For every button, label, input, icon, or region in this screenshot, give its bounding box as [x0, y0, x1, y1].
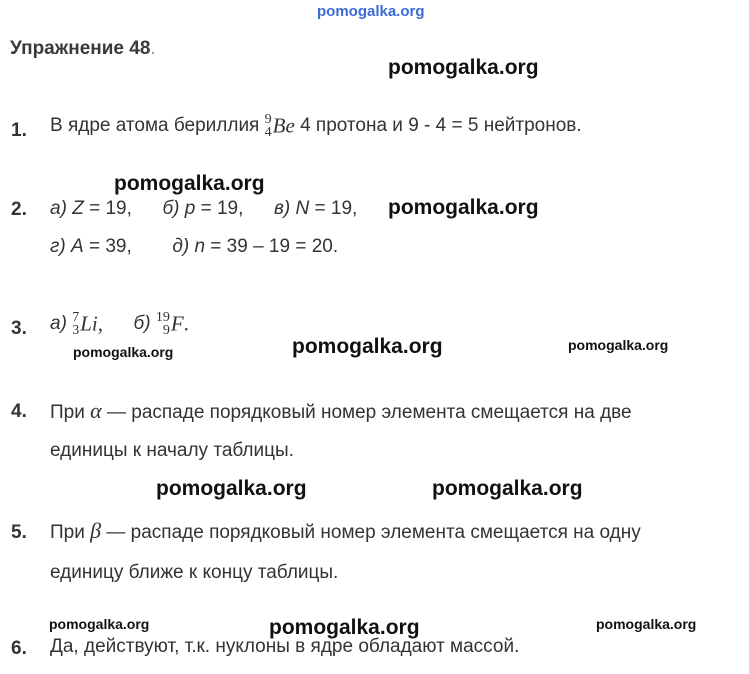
- item-2a-value: = 19,: [83, 198, 132, 219]
- nuclide-beryllium-symbol: Be: [272, 113, 295, 138]
- watermark-top: pomogalka.org: [317, 3, 425, 20]
- nuclide-fluorine: [156, 311, 189, 337]
- exercise-title: [10, 38, 156, 60]
- item-4-line-2: единицы к началу таблицы.: [50, 440, 294, 461]
- nuclide-fluorine-atomic: 9: [162, 323, 170, 338]
- item-5-number: 5.: [11, 522, 27, 543]
- item-2e-var: n: [194, 236, 206, 257]
- item-2-line-2: [50, 236, 338, 258]
- item-2a-label: а): [50, 198, 67, 219]
- nuclide-beryllium-atomic: 4: [264, 125, 272, 140]
- item-4-number: 4.: [11, 401, 27, 422]
- item-2b-value: = 19,: [195, 198, 244, 219]
- item-2e-value: = 39 – 19 = 20.: [205, 236, 339, 257]
- item-2-line-1: [50, 198, 357, 220]
- watermark: pomogalka.org: [49, 616, 150, 632]
- item-6-number: 6.: [11, 638, 27, 659]
- nuclide-beryllium-scripts: [265, 113, 272, 139]
- watermark: pomogalka.org: [596, 616, 697, 632]
- nuclide-lithium-sep: ,: [97, 311, 103, 336]
- item-5-prefix: При: [50, 522, 85, 543]
- item-5-text-1: — распаде порядковый номер элемента смещается на одну: [106, 522, 641, 543]
- item-3a-label: а): [50, 313, 67, 334]
- nuclide-fluorine-mass: 19: [155, 310, 170, 325]
- item-1-text-after: 4 протона и 9 - 4 = 5 нейтронов.: [300, 115, 582, 136]
- alpha-symbol: α: [90, 398, 102, 423]
- item-4-text-1: — распаде порядковый номер элемента смещается на две: [106, 402, 632, 423]
- watermark: pomogalka.org: [73, 344, 174, 360]
- watermark: pomogalka.org: [568, 337, 669, 353]
- item-4-prefix: При: [50, 402, 85, 423]
- item-2c-value: = 19,: [309, 198, 358, 219]
- watermark: pomogalka.org: [388, 56, 539, 79]
- nuclide-lithium: [72, 311, 103, 337]
- nuclide-lithium-atomic: 3: [72, 323, 80, 338]
- watermark: pomogalka.org: [114, 172, 265, 195]
- item-6-line: Да, действуют, т.к. нуклоны в ядре обладают массой.: [50, 636, 520, 657]
- item-2e-label: д): [172, 236, 190, 257]
- item-3-line: [50, 311, 189, 337]
- nuclide-fluorine-sep: .: [183, 311, 189, 336]
- item-1-number: 1.: [11, 120, 27, 141]
- item-1-text-before: В ядре атома бериллия: [50, 115, 260, 136]
- item-3b-label: б): [133, 313, 151, 334]
- item-1-line: [50, 113, 582, 139]
- nuclide-fluorine-scripts: [156, 311, 170, 337]
- watermark: pomogalka.org: [156, 477, 307, 500]
- item-2c-label: в): [273, 198, 291, 219]
- exercise-title-dot: .: [150, 38, 156, 59]
- exercise-title-text: Упражнение 48: [10, 38, 151, 59]
- watermark: pomogalka.org: [432, 477, 583, 500]
- item-2d-label: г): [50, 236, 66, 257]
- beta-symbol: β: [90, 518, 102, 543]
- item-2c-var: N: [295, 198, 310, 219]
- nuclide-beryllium: [265, 113, 295, 139]
- item-2b-var: p: [184, 198, 196, 219]
- nuclide-lithium-mass: 7: [72, 310, 80, 325]
- item-2a-var: Z: [72, 198, 84, 219]
- item-5-line-1: [50, 518, 641, 544]
- item-3-number: 3.: [11, 318, 27, 339]
- nuclide-beryllium-mass: 9: [264, 112, 272, 127]
- watermark: pomogalka.org: [292, 335, 443, 358]
- item-5-line-2: единицу ближе к концу таблицы.: [50, 562, 339, 583]
- item-4-line-1: [50, 398, 632, 424]
- item-2d-value: = 39,: [83, 236, 132, 257]
- watermark: pomogalka.org: [388, 196, 539, 219]
- item-2d-var: A: [70, 236, 84, 257]
- nuclide-lithium-symbol: Li: [80, 311, 98, 336]
- nuclide-lithium-scripts: [72, 311, 79, 337]
- watermark: pomogalka.org: [269, 616, 420, 639]
- item-2-number: 2.: [11, 199, 27, 220]
- item-2b-label: б): [162, 198, 180, 219]
- nuclide-fluorine-symbol: F: [170, 311, 184, 336]
